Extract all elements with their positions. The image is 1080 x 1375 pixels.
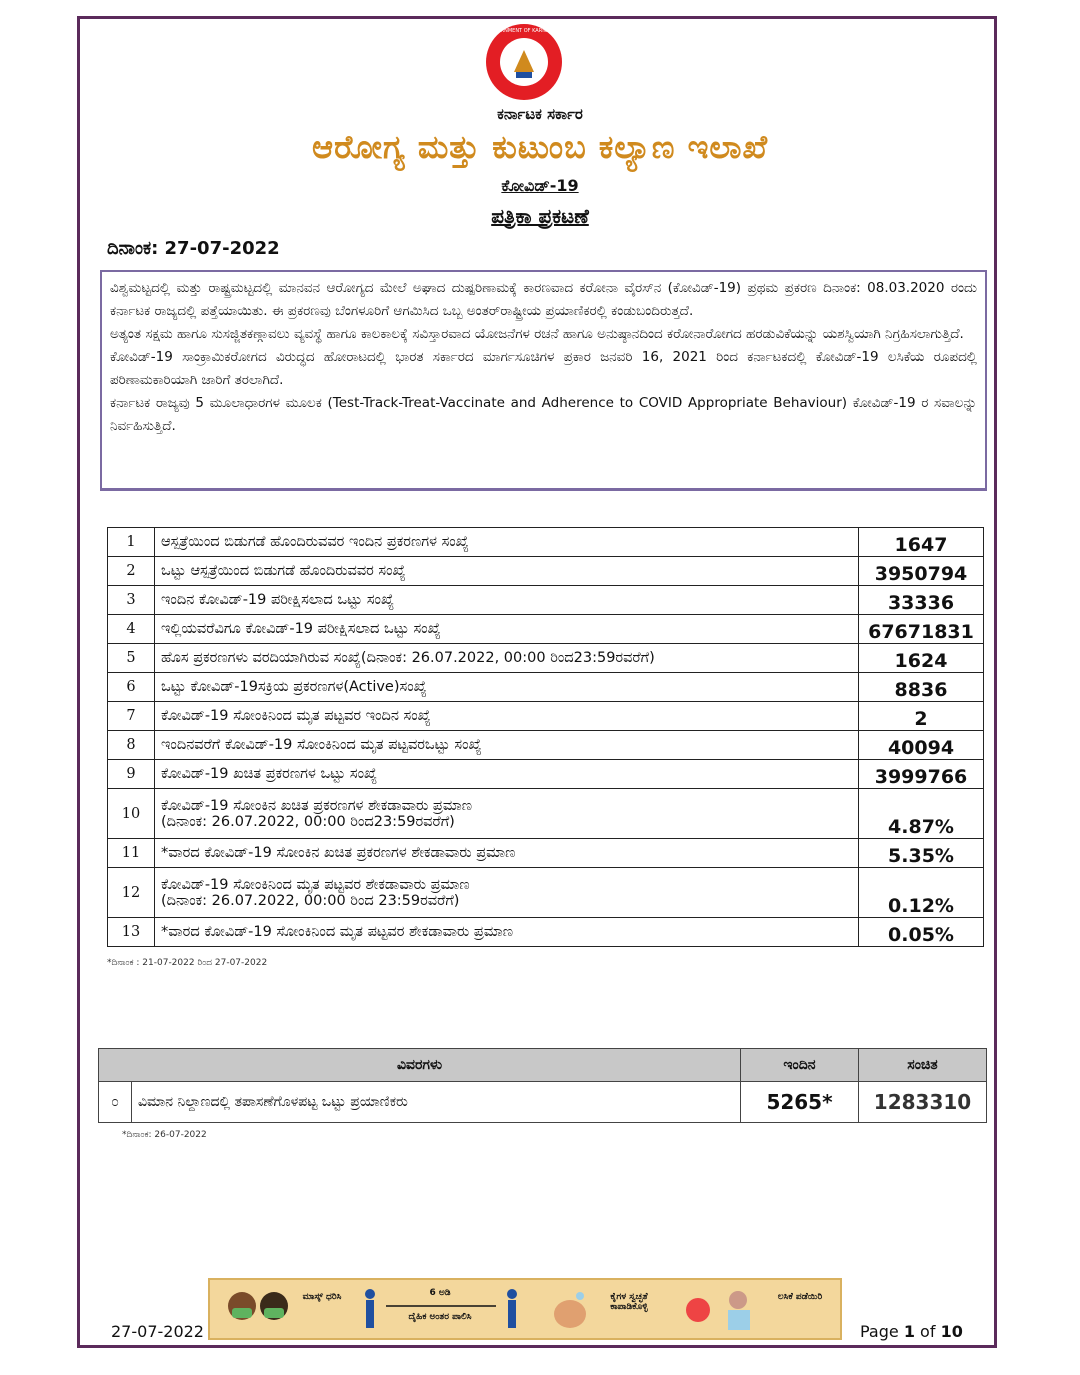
- intro-paragraph: ವಿಶ್ವಮಟ್ಟದಲ್ಲಿ ಮತ್ತು ರಾಷ್ಟ್ರಮಟ್ಟದಲ್ಲಿ ಮಾನವನ ಆರೋಗ್ಯದ ಮೇಲೆ ಅಘಾದ ದುಷ್ಪರಿಣಾಮಕ್ಕೆ ಕಾರಣವಾದ ಕರೋನಾ ವೈರಸ್‌ನ (ಕೋವಿಡ್-19) ಪ್ರಥಮ ಪ್ರಕರಣ ದಿನಾಂಕ: 08.03.2020 ರಂದು ಕರ್ನಾಟಕ ರಾಜ್ಯದಲ್ಲಿ ಪತ್ತೆಯಾಯಿತು. ಈ ಪ್ರಕರಣವು ಬೆಂಗಳೂರಿಗೆ ಆಗಮಿಸಿದ ಒಬ್ಬ ಅಂತರ್‌ರಾಷ್ಟ್ರೀಯ ಪ್ರಯಾಣಿಕರಲ್ಲಿ ಕಂಡುಬಂದಿರುತ್ತದೆ.: [110, 280, 977, 319]
- row-number: 2: [108, 557, 155, 586]
- row-value: 0.05%: [859, 918, 984, 947]
- row-label-line: ಕೋವಿಡ್-19 ಖಚಿತ ಪ್ರಕರಣಗಳ ಒಟ್ಟು ಸಂಖ್ಯೆ: [161, 766, 378, 782]
- row-number: 4: [108, 615, 155, 644]
- row-label-line: (ದಿನಾಂಕ: 26.07.2022, 00:00 ರಿಂದ23:59ರವರೆಗೆ): [161, 813, 455, 830]
- handwash-icon: [550, 1288, 590, 1332]
- cumulative-value: 1283310: [859, 1082, 987, 1123]
- row-value: 40094: [859, 731, 984, 760]
- row-label-line: ಹೊಸ ಪ್ರಕರಣಗಳು ವರದಿಯಾಗಿರುವ ಸಂಖ್ಯೆ(ದಿನಾಂಕ: 26.07.2022, 00:00 ರಿಂದ23:59ರವರೆಗೆ): [161, 650, 655, 666]
- svg-text:GOVERNMENT OF KARNATAKA: GOVERNMENT OF KARNATAKA: [486, 28, 562, 34]
- footer-date: 27-07-2022: [111, 1322, 204, 1341]
- page-of: of: [914, 1322, 941, 1341]
- airport-screening-table: [98, 1048, 987, 1123]
- stats-row: [108, 586, 984, 615]
- page-number: [860, 1322, 963, 1341]
- row-label-line: (ದಿನಾಂಕ: 26.07.2022, 00:00 ರಿಂದ 23:59ರವರೆಗೆ): [161, 892, 460, 909]
- stats-row: [108, 839, 984, 868]
- header-today: ಇಂದಿನ: [741, 1049, 859, 1082]
- row-label: [155, 789, 859, 839]
- press-release-heading: ಪತ್ರಿಕಾ ಪ್ರಕಟಣೆ: [491, 204, 589, 228]
- row-label-line: ಒಟ್ಟು ಕೋವಿಡ್-19ಸಕ್ರಿಯ ಪ್ರಕರಣಗಳ(Active)ಸಂಖ್ಯೆ: [161, 679, 427, 695]
- distance-caption: ದೈಹಿಕ ಅಂತರ ಪಾಲಿಸಿ: [408, 1312, 472, 1322]
- page-prefix: Page: [860, 1322, 904, 1341]
- row-value: 4.87%: [859, 789, 984, 839]
- row-label: [155, 615, 859, 644]
- row-number: 3: [108, 586, 155, 615]
- row-label-line: ಇಂದಿನವರೆಗೆ ಕೋವಿಡ್-19 ಸೋಂಕಿನಿಂದ ಮೃತ ಪಟ್ಟವರಒಟ್ಟು ಸಂಖ್ಯೆ: [161, 737, 482, 753]
- row-label: [155, 586, 859, 615]
- row-value: 5.35%: [859, 839, 984, 868]
- karnataka-emblem-icon: [474, 22, 574, 102]
- row-label-line: *ವಾರದ ಕೋವಿಡ್-19 ಸೋಂಕಿನಿಂದ ಮೃತ ಪಟ್ಟವರ ಶೇಕಡಾವಾರು ಪ್ರಮಾಣ: [161, 924, 514, 940]
- row-label-line: ಆಸ್ಪತ್ರೆಯಿಂದ ಬಿಡುಗಡೆ ಹೊಂದಿರುವವರ ಇಂದಿನ ಪ್ರಕರಣಗಳ ಸಂಖ್ಯೆ: [161, 534, 469, 550]
- stats-footnote: *ದಿನಾಂಕ : 21-07-2022 ರಿಂದ 27-07-2022: [107, 958, 268, 968]
- row-label: ವಿಮಾನ ನಿಲ್ದಾಣದಲ್ಲಿ ತಪಾಸಣೆಗೊಳಪಟ್ಟ ಒಟ್ಟು ಪ್ರಯಾಣಿಕರು: [132, 1082, 741, 1123]
- row-number: 6: [108, 673, 155, 702]
- row-label: [155, 868, 859, 918]
- row-number: 13: [108, 918, 155, 947]
- covid-heading: ಕೋವಿಡ್-19: [501, 176, 579, 195]
- row-number: 8: [108, 731, 155, 760]
- row-label: [155, 644, 859, 673]
- stats-row: [108, 731, 984, 760]
- header-details: ವಿವರಗಳು: [99, 1049, 741, 1082]
- page-total: 10: [940, 1322, 963, 1341]
- row-number: 5: [108, 644, 155, 673]
- row-label-line: ಇಲ್ಲಿಯವರೆವಿಗೂ ಕೋವಿಡ್-19 ಪರೀಕ್ಷಿಸಲಾದ ಒಟ್ಟು ಸಂಖ್ಯೆ: [161, 621, 441, 637]
- row-value: 33336: [859, 586, 984, 615]
- stats-row: [108, 528, 984, 557]
- row-label: [155, 557, 859, 586]
- mask-caption: ಮಾಸ್ಕ್ ಧರಿಸಿ: [302, 1292, 342, 1302]
- row-label: [155, 702, 859, 731]
- row-label: [155, 918, 859, 947]
- row-label: [155, 760, 859, 789]
- row-label: [155, 839, 859, 868]
- intro-paragraph: ಕೋವಿಡ್-19 ಸಾಂಕ್ರಾಮಿಕರೋಗದ ವಿರುದ್ಧದ ಹೋರಾಟದಲ್ಲಿ ಭಾರತ ಸರ್ಕಾರದ ಮಾರ್ಗಸೂಚಿಗಳ ಪ್ರಕಾರ ಜನವರಿ 16, 2021 ರಿಂದ ಕರ್ನಾಟಕದಲ್ಲಿ ಕೋವಿಡ್-19 ಲಸಿಕೆಯ ರೂಪದಲ್ಲಿ ಪರಿಣಾಮಕಾರಿಯಾಗಿ ಜಾರಿಗೆ ತರಲಾಗಿದೆ.: [110, 349, 977, 388]
- intro-box: [100, 270, 987, 491]
- stats-row: [108, 918, 984, 947]
- awareness-banner: [208, 1278, 842, 1340]
- row-label: [155, 673, 859, 702]
- row-value: 2: [859, 702, 984, 731]
- header-cumulative: ಸಂಚಿತ: [859, 1049, 987, 1082]
- row-value: 67671831: [859, 615, 984, 644]
- distance-value: 6 ಅಡಿ: [429, 1288, 451, 1298]
- row-number: 10: [108, 789, 155, 839]
- row-label-line: ಇಂದಿನ ಕೋವಿಡ್-19 ಪರೀಕ್ಷಿಸಲಾದ ಒಟ್ಟು ಸಂಖ್ಯೆ: [161, 592, 395, 608]
- row-value: 3999766: [859, 760, 984, 789]
- row-number: 11: [108, 839, 155, 868]
- vaccination-icon: [680, 1286, 764, 1334]
- mask-people-icon: [224, 1286, 294, 1334]
- release-date: ದಿನಾಂಕ: 27-07-2022: [107, 238, 280, 259]
- row-value: 8836: [859, 673, 984, 702]
- handwash-caption: ಕೈಗಳ ಸ್ವಚ್ಛತೆ ಕಾಪಾಡಿಕೊಳ್ಳಿ: [610, 1292, 648, 1312]
- stats-row: [108, 557, 984, 586]
- row-label-line: ಒಟ್ಟು ಆಸ್ಪತ್ರೆಯಿಂದ ಬಿಡುಗಡೆ ಹೊಂದಿರುವವರ ಸಂಖ್ಯೆ: [161, 563, 406, 579]
- row-label-line: ಕೋವಿಡ್-19 ಸೋಂಕಿನಿಂದ ಮೃತ ಪಟ್ಟವರ ಶೇಕಡಾವಾರು ಪ್ರಮಾಣ: [161, 876, 470, 893]
- stats-row: [108, 673, 984, 702]
- intro-paragraph: ಕರ್ನಾಟಕ ರಾಜ್ಯವು 5 ಮೂಲಾಧಾರಗಳ ಮೂಲಕ (Test-Track-Treat-Vaccinate and Adherence to COVID Appropriate Behaviour) ಕೋವಿಡ್-19 ರ ಸವಾಲನ್ನು ನಿರ್ವಹಿಸುತ್ತಿದೆ.: [110, 395, 977, 434]
- row-label-line: ಕೋವಿಡ್-19 ಸೋಂಕಿನ ಖಚಿತ ಪ್ರಕರಣಗಳ ಶೇಕಡಾವಾರು ಪ್ರಮಾಣ: [161, 797, 473, 814]
- row-label: [155, 528, 859, 557]
- row-number: ೦: [99, 1082, 132, 1123]
- covid-stats-table: [107, 527, 984, 947]
- row-value: 0.12%: [859, 868, 984, 918]
- vaccination-caption: ಲಸಿಕೆ ಪಡೆಯಿರಿ: [777, 1292, 823, 1302]
- row-number: 9: [108, 760, 155, 789]
- row-number: 12: [108, 868, 155, 918]
- stats-row: [108, 789, 984, 839]
- row-value: 3950794: [859, 557, 984, 586]
- row-number: 1: [108, 528, 155, 557]
- stats-row: [108, 644, 984, 673]
- travel-footnote: *ದಿನಾಂಕ: 26-07-2022: [122, 1130, 207, 1140]
- intro-paragraph: ಅತ್ಯಂತ ಸಕ್ಷಮ ಹಾಗೂ ಸುಸಜ್ಜಿತಕಣ್ಗಾವಲು ವ್ಯವಸ್ಥೆ ಹಾಗೂ ಕಾಲಕಾಲಕ್ಕೆ ಸವಿಸ್ತಾರವಾದ ಯೋಜನೆಗಳ ರಚನೆ ಹಾಗೂ ಅನುಷ್ಠಾನದಿಂದ ಕರೋನಾರೋಗದ ಹರಡುವಿಕೆಯನ್ನು ಯಶಸ್ವಿಯಾಗಿ ನಿಗ್ರಹಿಸಲಾಗುತ್ತಿದೆ.: [110, 326, 964, 342]
- department-title: ಆರೋಗ್ಯ ಮತ್ತು ಕುಟುಂಬ ಕಲ್ಯಾಣ ಇಲಾಖೆ: [312, 128, 768, 166]
- row-label-line: ಕೋವಿಡ್-19 ಸೋಂಕಿನಿಂದ ಮೃತ ಪಟ್ಟವರ ಇಂದಿನ ಸಂಖ್ಯೆ: [161, 708, 431, 724]
- stats-row: [108, 702, 984, 731]
- stats-row: [108, 868, 984, 918]
- stats-row: [108, 760, 984, 789]
- page-current: 1: [903, 1322, 915, 1341]
- row-number: 7: [108, 702, 155, 731]
- state-name: ಕರ್ನಾಟಕ ಸರ್ಕಾರ: [497, 105, 583, 123]
- today-value: 5265*: [741, 1082, 859, 1123]
- stats-row: [108, 615, 984, 644]
- row-label-line: *ವಾರದ ಕೋವಿಡ್-19 ಸೋಂಕಿನ ಖಚಿತ ಪ್ರಕರಣಗಳ ಶೇಕಡಾವಾರು ಪ್ರಮಾಣ: [161, 845, 516, 861]
- row-value: 1624: [859, 644, 984, 673]
- row-label: [155, 731, 859, 760]
- row-value: 1647: [859, 528, 984, 557]
